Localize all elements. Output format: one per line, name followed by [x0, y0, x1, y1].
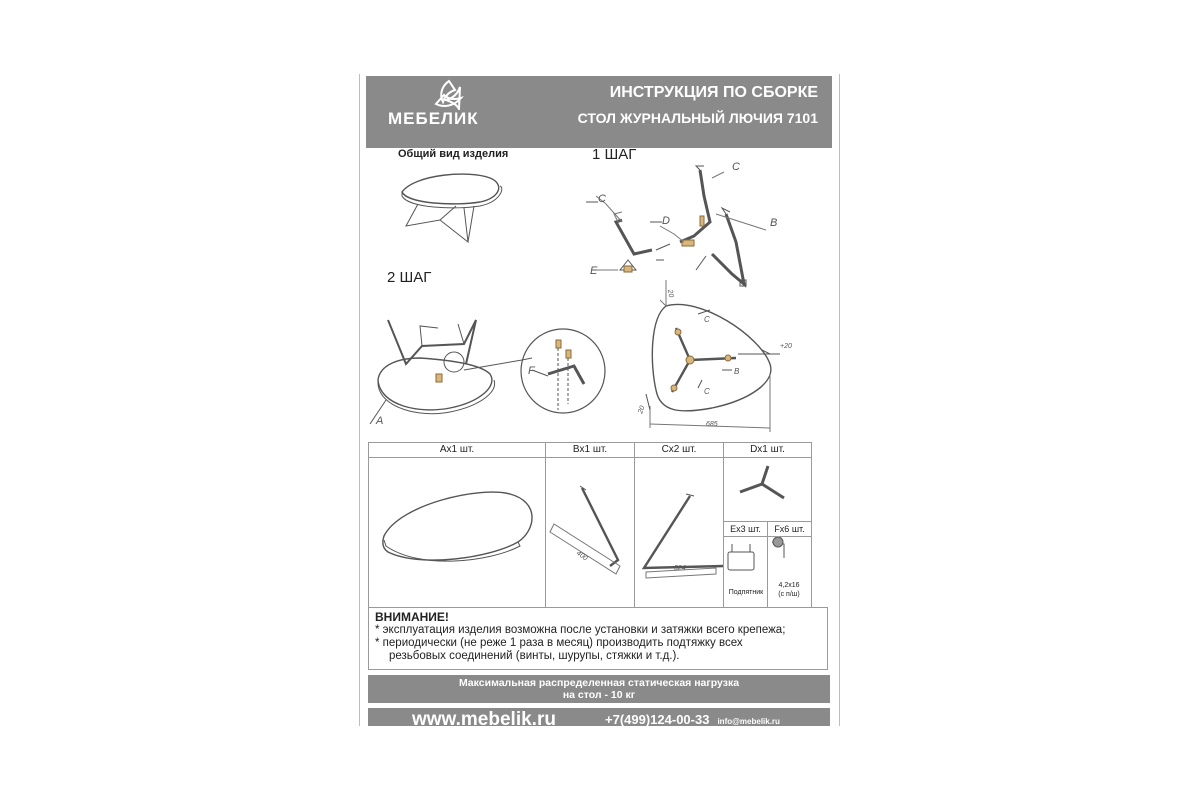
- callout-e: E: [590, 265, 598, 277]
- attention-line-3: резьбовых соединений (винты, шурупы, стяжки и т.д.).: [389, 650, 680, 662]
- product-name: СТОЛ ЖУРНАЛЬНЫЙ ЛЮЧИЯ 7101: [577, 110, 818, 126]
- max-load-banner: [368, 675, 830, 703]
- part-e-header: Ex3 шт.: [724, 522, 767, 537]
- callout-c4: C: [704, 387, 710, 396]
- step1-label: 1 ШАГ: [592, 146, 637, 163]
- max-load-line-2: на стол - 10 кг: [562, 689, 636, 701]
- callout-c3: C: [704, 315, 710, 324]
- dimension-20a: 20: [666, 289, 675, 299]
- general-view-drawing: [402, 174, 502, 242]
- footer-website[interactable]: [368, 708, 600, 726]
- callout-b2: B: [734, 367, 740, 376]
- page-title: ИНСТРУКЦИЯ ПО СБОРКЕ: [609, 84, 818, 101]
- part-f-size: 4,2x16: [778, 582, 800, 589]
- attention-title: ВНИМАНИЕ!: [375, 610, 449, 624]
- max-load-line-1: Максимальная распределенная статическая нагрузка: [458, 677, 740, 689]
- step2-label: 2 ШАГ: [387, 269, 432, 286]
- attention-line-2: * периодически (не реже 1 раза в месяц) производить подтяжку всех: [375, 637, 743, 649]
- dimension-324: 324: [674, 565, 686, 572]
- general-view-label: Общий вид изделия: [398, 148, 509, 160]
- attention-line-1: * эксплуатация изделия возможна после установки и затяжки всего крепежа;: [375, 624, 786, 636]
- parts-table: [368, 442, 812, 608]
- phone-number: +7(499)124-00-33: [605, 712, 710, 726]
- footer-contacts: [599, 708, 830, 726]
- callout-c1: C: [598, 193, 606, 205]
- dimension-20c: 20: [637, 404, 647, 415]
- callout-a: A: [376, 415, 384, 427]
- part-f-header: Fx6 шт.: [768, 522, 811, 537]
- website-link[interactable]: www.mebelik.ru: [412, 709, 556, 726]
- step1-drawing: [586, 166, 766, 286]
- part-e-caption: Подпятник: [728, 589, 764, 596]
- email-link[interactable]: info@mebelik.ru: [717, 717, 780, 726]
- callout-b: B: [770, 217, 778, 229]
- dimension-20b: +20: [780, 343, 792, 350]
- callout-f: F: [528, 365, 535, 377]
- attention-box: [368, 607, 828, 670]
- callout-d: D: [662, 215, 670, 227]
- dimension-400: 400: [574, 549, 589, 563]
- part-d-header: Dx1 шт.: [724, 443, 811, 458]
- part-b-header: Bx1 шт.: [546, 443, 634, 458]
- dimension-685: 685: [706, 421, 718, 428]
- top-view-drawing: [646, 280, 780, 432]
- step2-drawing: [370, 320, 605, 424]
- callout-c2: C: [732, 161, 740, 173]
- part-a-header: Ax1 шт.: [369, 443, 545, 458]
- instruction-sheet: [359, 74, 840, 726]
- part-f-note: (с п/ш): [778, 591, 800, 598]
- part-c-header: Cx2 шт.: [635, 443, 723, 458]
- logo-text: МЕБЕЛИК: [388, 109, 479, 128]
